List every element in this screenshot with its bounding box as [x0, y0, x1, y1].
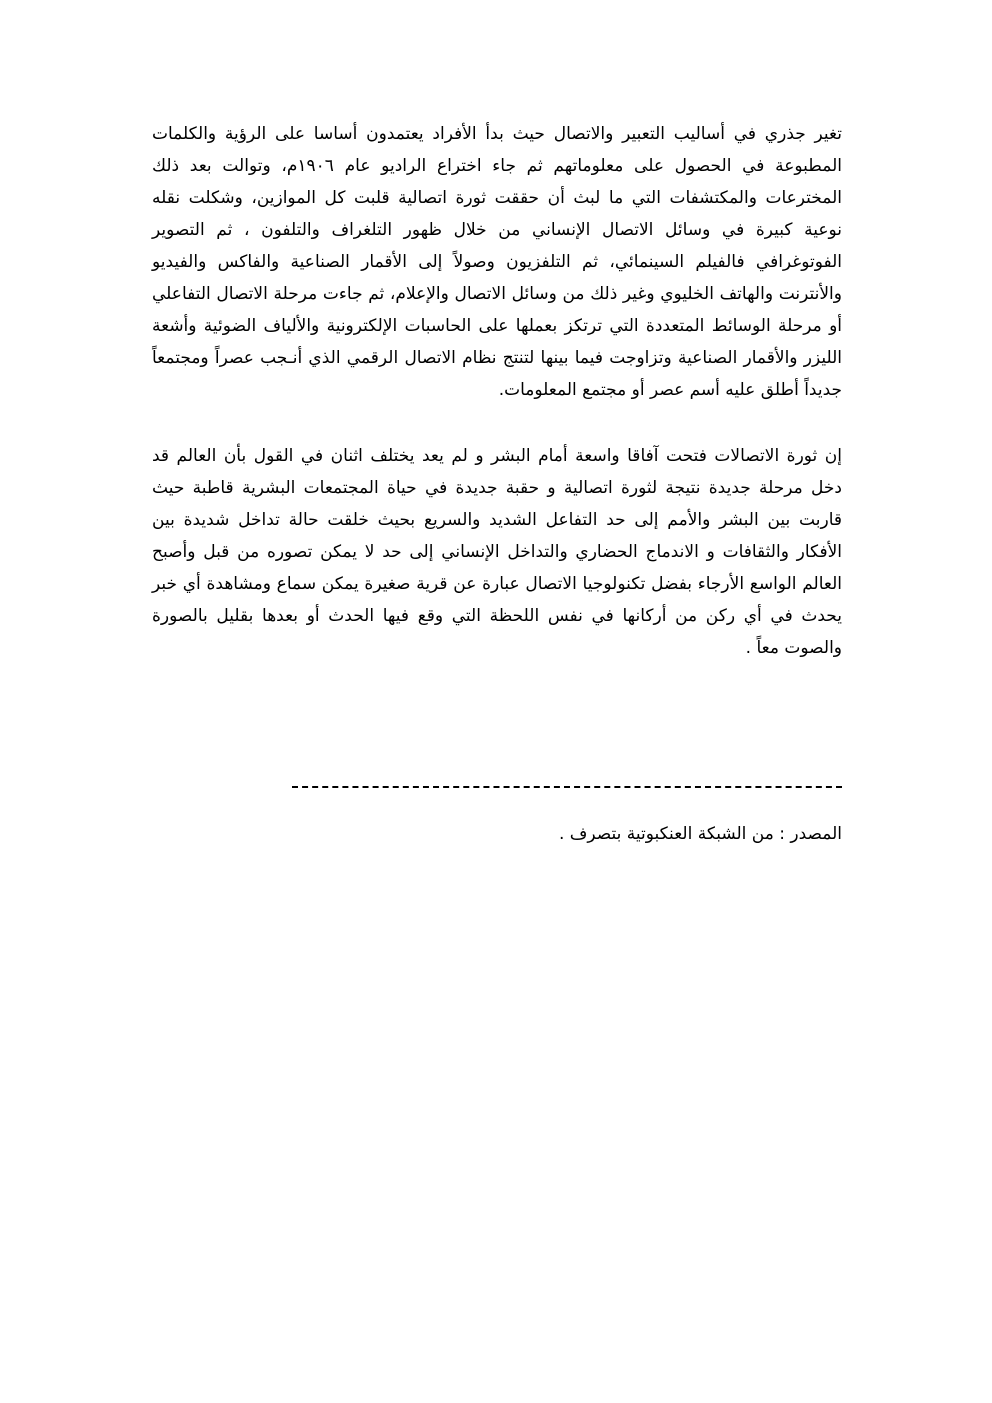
- paragraph-communication-history: تغير جذري في أساليب التعبير والاتصال حيث بدأ الأفراد يعتمدون أساسا على الرؤية والكلمات المطبوعة في الحصول على معلوماتهم ثم جاء اختراع الراديو عام ١٩٠٦م، وتوالت بعد ذلك المخترعات والمكتشفات التي ما لبث أن حققت ثورة اتصالية قلبت كل الموازين، وشكلت نقله نوعية كبيرة في وسائل الاتصال الإنساني من خلال ظهور التلغراف والتلفون ، ثم التصوير الفوتوغرافي فالفيلم السينمائي، ثم التلفزيون وصولاً إلى الأقمار الصناعية والفاكس والفيديو والأنترنت والهاتف الخليوي وغير ذلك من وسائل الاتصال والإعلام، ثم جاءت مرحلة الاتصال التفاعلي أو مرحلة الوسائط المتعددة التي ترتكز بعملها على الحاسبات الإلكترونية والألياف الضوئية وأشعة الليزر والأقمار الصناعية وتزاوجت فيما بينها لتنتج نظام الاتصال الرقمي الذي أنـجب عصراً ومجتمعاً جديداً أطلق عليه أسم عصر أو مجتمع المعلومات.: [152, 124, 842, 400]
- footnote-divider: [292, 786, 842, 788]
- paragraph-communication-revolution: إن ثورة الاتصالات فتحت آفاقا واسعة أمام البشر و لم يعد يختلف اثنان في القول بأن العالم قد دخل مرحلة جديدة نتيجة لثورة اتصالية و حقبة جديدة في حياة المجتمعات البشرية قاطبة حيث قاربت بين البشر والأمم إلى حد التفاعل الشديد والسريع بحيث خلقت حالة تداخل شديدة بين الأفكار والثقافات و الاندماج الحضاري والتداخل الإنساني إلى حد لا يمكن تصوره من قبل وأصبح العالم الواسع الأرجاء بفضل تكنولوجيا الاتصال عبارة عن قرية صغيرة يمكن سماع ومشاهدة أي خبر يحدث في أي ركن من أركانها في نفس اللحظة التي وقع فيها الحدث أو بعدها بقليل بالصورة والصوت معاً .: [152, 446, 842, 658]
- source-footnote: المصدر : من الشبكة العنكبوتية بتصرف .: [558, 824, 842, 844]
